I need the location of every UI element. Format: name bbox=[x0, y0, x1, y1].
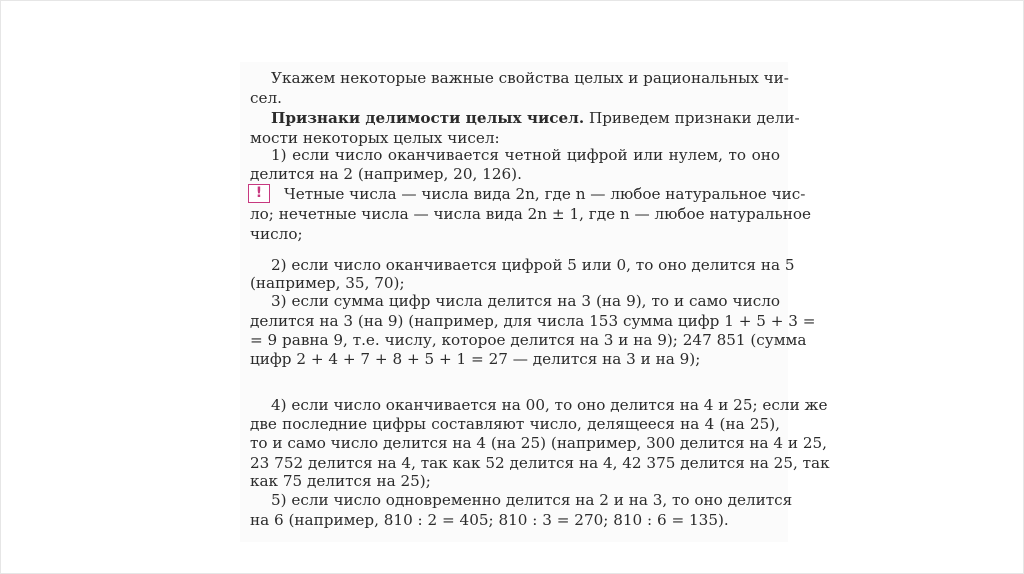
rule-5-line-2: на 6 (например, 810 : 2 = 405; 810 : 3 = 270; 810 : 6 = 135). bbox=[250, 511, 729, 529]
rule-4-line-2: две последние цифры составляют число, делящееся на 4 (на 25), bbox=[250, 415, 780, 433]
section-heading bbox=[250, 108, 800, 129]
rule-4-line-4: 23 752 делится на 4, так как 52 делится на 4, 42 375 делится на 25, так bbox=[250, 454, 830, 472]
rule-4-line-3: то и само число делится на 4 (на 25) (например, 300 делится на 4 и 25, bbox=[250, 434, 827, 452]
rule-3-line-2: делится на 3 (на 9) (например, для числа 153 сумма цифр 1 + 5 + 3 = bbox=[250, 312, 816, 330]
rule-1-line-1: 1) если число оканчивается четной цифрой или нулем, то оно bbox=[271, 146, 780, 164]
rule-3-line-3: = 9 равна 9, т.е. числу, которое делится на 3 и на 9); 247 851 (сумма bbox=[250, 331, 807, 349]
intro-line-1: Укажем некоторые важные свойства целых и рациональных чи- bbox=[271, 69, 789, 87]
section-heading-line-2: мости некоторых целых чисел: bbox=[250, 129, 500, 147]
rule-4-line-1: 4) если число оканчивается на 00, то оно делится на 4 и 25; если же bbox=[271, 396, 828, 414]
rule-4-line-5: как 75 делится на 25); bbox=[250, 472, 431, 490]
section-heading-rest: Приведем признаки дели- bbox=[584, 109, 800, 127]
textbook-page bbox=[240, 62, 830, 542]
section-heading-bold: Признаки делимости целых чисел. bbox=[271, 109, 585, 127]
rule-3-line-4: цифр 2 + 4 + 7 + 8 + 5 + 1 = 27 — делится на 3 и на 9); bbox=[250, 350, 701, 368]
rule-2-line-2: (например, 35, 70); bbox=[250, 274, 405, 292]
rule-3-line-1: 3) если сумма цифр числа делится на 3 (на 9), то и само число bbox=[271, 292, 780, 310]
rule-1-line-2: делится на 2 (например, 20, 126). bbox=[250, 165, 522, 183]
exclamation-icon: ! bbox=[248, 184, 270, 203]
intro-line-2: сел. bbox=[250, 89, 282, 107]
rule-2-line-1: 2) если число оканчивается цифрой 5 или 0, то оно делится на 5 bbox=[271, 256, 795, 274]
note-line-2: ло; нечетные числа — числа вида 2n ± 1, где n — любое натуральное bbox=[250, 205, 811, 223]
note-line-1: Четные числа — числа вида 2n, где n — любое натуральное чис- bbox=[284, 185, 806, 203]
rule-5-line-1: 5) если число одновременно делится на 2 и на 3, то оно делится bbox=[271, 491, 793, 509]
note-line-3: число; bbox=[250, 225, 303, 243]
